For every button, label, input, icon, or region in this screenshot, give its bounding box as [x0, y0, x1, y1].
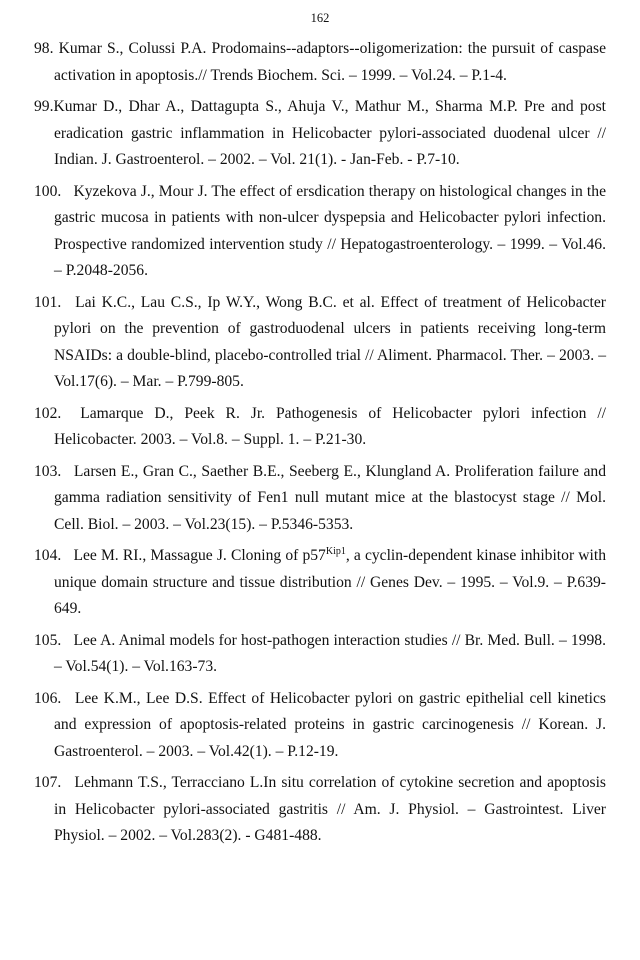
reference-item — [34, 36, 606, 89]
reference-number: 99. — [34, 98, 54, 115]
reference-item — [34, 543, 606, 623]
reference-list — [34, 36, 606, 855]
reference-text: Lehmann T.S., Terracciano L.In situ correlation of cytokine secretion and apoptosis in Helicobacter pylori-associated gastritis // Am. J. Physiol. – Gastrointest. Liver Physiol. – 2002. – Vol.283(2). - G481-488. — [54, 774, 606, 844]
reference-text: Lamarque D., Peek R. Jr. Pathogenesis of Helicobacter pylori infection // Helicobacter. 2003. – Vol.8. – Suppl. 1. – P.21-30. — [54, 404, 606, 448]
reference-text: Larsen E., Gran C., Saether B.E., Seeberg E., Klungland A. Proliferation failure and gamma radiation sensitivity of Fen1 null mutant mice at the blastocyst stage // Mol. Cell. Biol. – 2003. – Vol.23(15). – P.5346-5353. — [54, 462, 606, 533]
reference-item — [34, 628, 606, 681]
reference-text: Lee K.M., Lee D.S. Effect of Helicobacter pylori on gastric epithelial cell kinetics and expression of apoptosis-related proteins in gastric carcinogenesis // Korean. J. Gastroenterol. – 2003. – Vol.42(1). – P.12-19. — [54, 689, 607, 760]
reference-text: Kumar S., Colussi P.A. Prodomains--adaptors--oligomerization: the pursuit of caspase activation in apoptosis.// Trends Biochem. Sci. – 1999. – Vol.24. – P.1-4. — [54, 40, 606, 84]
reference-number: 98. — [34, 40, 54, 57]
reference-item — [34, 770, 606, 850]
reference-text-before: Lee M. RI., Massague J. Cloning of p57 — [73, 547, 326, 564]
reference-text: Kyzekova J., Mour J. The effect of ersdication therapy on histological changes in the gastric mucosa in patients with non-ulcer dyspepsia and Helicobacter pylori infection. Prospective randomized intervention study // Hepatogastroenterology. – 1999. – Vol.46. – P.2048-2056. — [54, 182, 606, 279]
reference-item — [34, 94, 606, 174]
reference-text: Kumar D., Dhar A., Dattagupta S., Ahuja V., Mathur M., Sharma M.P. Pre and post eradication gastric inflammation in Helicobacter pylori-associated duodenal ulcer // Indian. J. Gastroenterol. – 2002. – Vol. 21(1). - Jan-Feb. - P.7-10. — [53, 98, 606, 168]
reference-number: 105. — [34, 631, 62, 649]
reference-text — [54, 547, 606, 617]
reference-number: 102. — [34, 404, 62, 422]
reference-number: 100. — [34, 182, 62, 200]
reference-item — [34, 290, 606, 396]
reference-text: Lee A. Animal models for host-pathogen interaction studies // Br. Med. Bull. – 1998. – Vol.54(1). – Vol.163-73. — [54, 631, 606, 675]
reference-number: 106. — [34, 689, 62, 707]
reference-text-after: , a cyclin-dependent kinase inhibitor with unique domain structure and tissue distribution // Genes Dev. – 1995. – Vol.9. – P.639-649. — [54, 547, 606, 617]
reference-number: 104. — [34, 547, 62, 564]
reference-number: 101. — [34, 293, 62, 311]
reference-number: 107. — [34, 774, 62, 791]
reference-item — [34, 686, 606, 766]
reference-item — [34, 459, 606, 539]
reference-item — [34, 401, 606, 454]
reference-text: Lai K.C., Lau C.S., Ip W.Y., Wong B.C. et al. Effect of treatment of Helicobacter pylori on the prevention of gastroduodenal ulcers in patients receiving long-term NSAIDs: a double-blind, placebo-controlled trial // Aliment. Pharmacol. Ther. – 2003. – Vol.17(6). – Mar. – P.799-805. — [54, 293, 606, 390]
superscript-gene-name: Kip1 — [325, 546, 346, 557]
reference-number: 103. — [34, 462, 62, 480]
reference-item — [34, 179, 606, 285]
page-number: 162 — [310, 11, 330, 25]
